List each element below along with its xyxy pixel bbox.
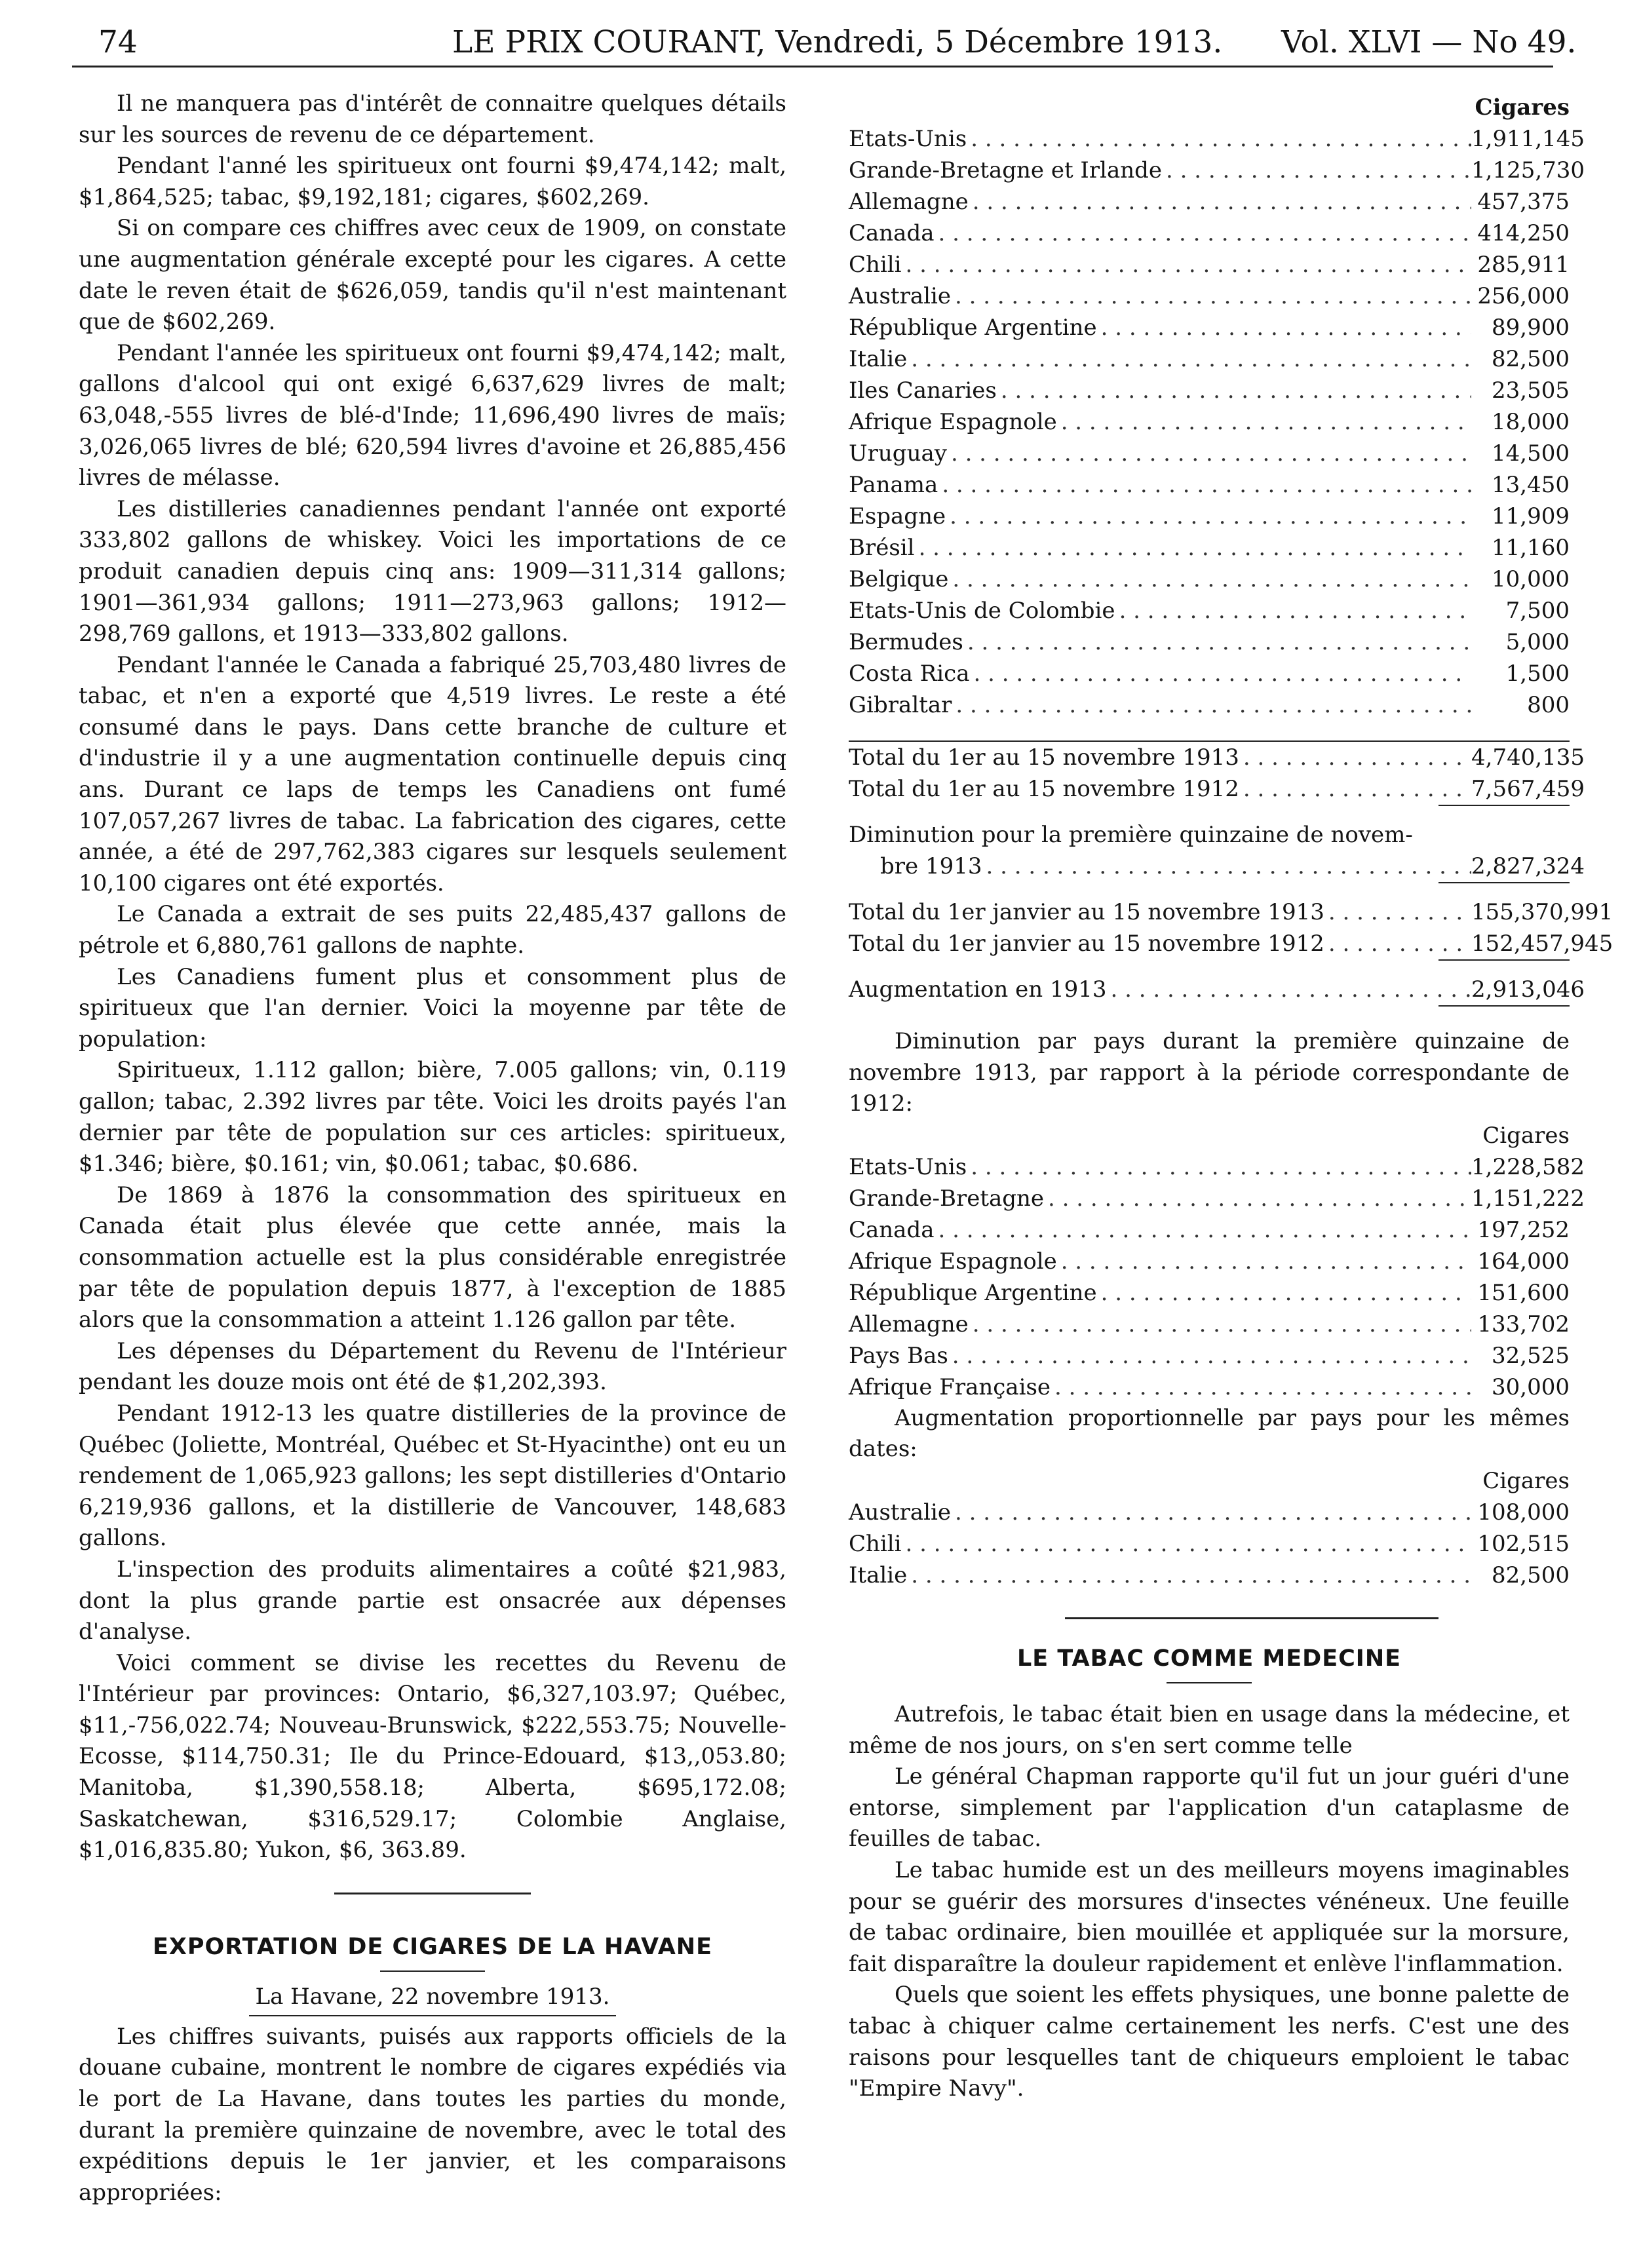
cigar-count: 82,500 (1492, 346, 1570, 372)
row-label: Diminution pour la première quinzaine de novem- (849, 822, 1413, 848)
row-label: bre 1913 (880, 853, 982, 879)
left-column (79, 88, 786, 2208)
decrease-table (849, 1151, 1585, 1403)
paragraph: Pendant l'anné les spiritueux ont fourni $9,474,142; malt, $1,864,525; tabac, $9,192,181; cigares, $602,269. (79, 153, 786, 210)
diminution-row-2 (849, 851, 1585, 882)
country-label: Etats-Unis (849, 126, 967, 152)
exports-column-header: Cigares (1475, 94, 1570, 121)
table-row (849, 532, 1570, 564)
table-row (849, 1151, 1585, 1183)
diminution-row-1 (849, 819, 1570, 851)
title-underline (1167, 1682, 1252, 1683)
table-row (849, 1528, 1570, 1560)
country-label: Iles Canaries (849, 377, 997, 404)
row-value: 4,740,135 (1471, 744, 1585, 771)
cigar-count: 108,000 (1477, 1499, 1570, 1526)
cigar-count: 457,375 (1477, 189, 1570, 215)
cigar-count: 256,000 (1477, 283, 1570, 309)
decrease-intro: Diminution par pays durant la première quinzaine de novembre 1913, par rapport à la période correspondante de 1912: (849, 1028, 1570, 1117)
volume-number: Vol. XLVI — No 49. (1281, 24, 1577, 60)
country-label: Italie (849, 346, 908, 372)
row-value: 152,457,945 (1471, 931, 1613, 957)
country-label: Etats-Unis (849, 1153, 967, 1180)
cigar-count: 11,909 (1492, 503, 1570, 529)
table-row (849, 1309, 1570, 1340)
table-row (849, 1497, 1570, 1528)
country-label: Grande-Bretagne (849, 1185, 1045, 1212)
cigar-count: 164,000 (1477, 1248, 1570, 1275)
cigar-count: 13,450 (1492, 472, 1570, 498)
paragraph: Pendant l'année le Canada a fabriqué 25,703,480 livres de tabac, et n'en a exporté que 4,519 livres. Le reste a été consumé dans le pays. Dans cette branche de culture et d'industrie il y a une augmentation continuelle depuis cinq ans. Durant ce laps de temps les Canadiens ont fumé 107,057,267 livres de tabac. La fabrication des cigares, cette année, a été de 297,762,383 cigares sur lesquels seulement 10,100 cigares ont été exportés. (79, 651, 786, 896)
tabac-section-title: LE TABAC COMME MEDECINE (1016, 1645, 1402, 1672)
cigar-count: 285,911 (1477, 252, 1570, 278)
paragraph: Quels que soient les effets physiques, une bonne palette de tabac à chiquer calme certainement les nerfs. C'est une des raisons pour lesquelles tant de chiqueurs emploient le tabac "Empire Navy". (849, 1982, 1570, 2102)
decrease-column-header: Cigares (1482, 1122, 1570, 1149)
dateline-rule (249, 2015, 616, 2016)
cigar-count: 1,151,222 (1471, 1185, 1585, 1212)
paragraph: Les Canadiens fument plus et consomment plus de spiritueux que l'an dernier. Voici la moyenne par tête de population: (79, 963, 786, 1052)
cigar-count: 800 (1527, 692, 1570, 718)
row-value: 2,913,046 (1471, 976, 1585, 1003)
table-row (849, 626, 1570, 658)
row-label: Total du 1er au 15 novembre 1913 (849, 744, 1239, 771)
table-row (849, 218, 1570, 249)
cigar-count: 151,600 (1477, 1279, 1570, 1306)
country-label: Australie (849, 283, 951, 309)
paragraph: Spiritueux, 1.112 gallon; bière, 7.005 gallons; vin, 0.119 gallon; tabac, 2.392 livres par tête. Voici les droits payés l'an dernier par tête de population sur ces articles: spiritueux, $1.346; bière, $0.161; vin, $0.061; tabac, $0.686. (79, 1057, 786, 1178)
country-label: Allemagne (849, 1311, 969, 1337)
total-1913-row (849, 742, 1585, 773)
table-row (849, 1214, 1570, 1246)
table-row (849, 564, 1570, 595)
cigar-count: 23,505 (1492, 377, 1570, 404)
country-label: Afrique Espagnole (849, 1248, 1057, 1275)
cigar-count: 1,125,730 (1471, 157, 1585, 183)
page-number: 74 (98, 24, 138, 60)
country-label: Allemagne (849, 189, 969, 215)
paragraph: Il ne manquera pas d'intérêt de connaitre quelques détails sur les sources de revenu de ce département. (79, 90, 786, 148)
cigar-count: 197,252 (1477, 1216, 1570, 1243)
cigar-count: 89,900 (1492, 315, 1570, 341)
table-row (849, 280, 1570, 312)
table-row (849, 123, 1585, 155)
country-label: Costa Rica (849, 661, 970, 687)
cigar-count: 1,911,145 (1471, 126, 1585, 152)
table-row (849, 186, 1570, 218)
row-label: Total du 1er janvier au 15 novembre 1913 (849, 899, 1324, 925)
table-row (849, 1277, 1570, 1309)
cigar-count: 14,500 (1492, 440, 1570, 467)
table-row (849, 406, 1570, 438)
country-label: Chili (849, 252, 902, 278)
country-label: Brésil (849, 535, 915, 561)
cigar-count: 7,500 (1505, 598, 1570, 624)
country-label: République Argentine (849, 315, 1097, 341)
row-label: Augmentation en 1913 (849, 976, 1107, 1003)
row-label: Total du 1er au 15 novembre 1912 (849, 776, 1239, 802)
paragraph: Le général Chapman rapporte qu'il fut un jour guéri d'une entorse, simplement par l'application d'un cataplasme de feuilles de tabac. (849, 1763, 1570, 1853)
cigar-count: 1,500 (1505, 661, 1570, 687)
cigar-count: 102,515 (1477, 1530, 1570, 1557)
cigar-count: 1,228,582 (1471, 1153, 1585, 1180)
paragraph: Voici comment se divise les recettes du Revenu de l'Intérieur par provinces: Ontario, $6,327,103.97; Québec, $11,-756,022.74; Nouveau-Brunswick, $222,553.75; Nouvelle-Ecosse, $114,750.31; Ile du Prince-Edouard, $13,,053.80; Manitoba, $1,390,558.18; Alberta, $695,172.08; Saskatchewan, $316,529.17; Colombie Anglaise, $1,016,835.80; Yukon, $6, 363.89. (79, 1649, 786, 1864)
country-label: Belgique (849, 566, 949, 592)
cigar-count: 133,702 (1477, 1311, 1570, 1337)
table-row (849, 375, 1570, 406)
country-label: Afrique Espagnole (849, 409, 1057, 435)
country-label: République Argentine (849, 1279, 1097, 1306)
paragraph: Pendant l'année les spiritueux ont fourni $9,474,142; malt, gallons d'alcool qui ont exigé 6,637,629 livres de malt; 63,048,-555 livres de blé-d'Inde; 11,696,490 livres de maïs; 3,026,065 livres de blé; 620,594 livres d'avoine et 26,885,456 livres de mélasse. (79, 339, 786, 491)
row-label: Total du 1er janvier au 15 novembre 1912 (849, 931, 1324, 957)
increase-table (849, 1497, 1570, 1591)
cigar-count: 18,000 (1492, 409, 1570, 435)
cigar-count: 32,525 (1492, 1342, 1570, 1369)
cigar-count: 10,000 (1492, 566, 1570, 592)
country-label: Afrique Française (849, 1374, 1051, 1400)
country-label: Gibraltar (849, 692, 952, 718)
country-label: Bermudes (849, 629, 963, 655)
table-row (849, 249, 1570, 280)
havane-intro: Les chiffres suivants, puisés aux rapports officiels de la douane cubaine, montrent le nombre de cigares expédiés via le port de La Havane, dans toutes les parties du monde, durant la première quinzaine de novembre, avec le total des expéditions depuis le 1er janvier, et les comparaisons appropriées: (79, 2023, 786, 2206)
country-label: Canada (849, 220, 935, 246)
country-label: Australie (849, 1499, 951, 1526)
increase-intro: Augmentation proportionnelle par pays pour les mêmes dates: (849, 1404, 1570, 1463)
paragraph: De 1869 à 1876 la consommation des spiritueux en Canada était plus élevée que cette année, mais la consommation actuelle est la plus considérable enregistrée par tête de population depuis 1877, à l'exception de 1885 alors que la consommation a atteint 1.126 gallon par tête. (79, 1182, 786, 1334)
header-rule (72, 66, 1553, 67)
table-row (849, 438, 1570, 469)
increase-column-header: Cigares (1482, 1467, 1570, 1494)
table-row (849, 1340, 1570, 1372)
table-row (849, 312, 1570, 343)
row-value: 2,827,324 (1471, 853, 1585, 879)
total-1912-row (849, 773, 1585, 805)
country-label: Italie (849, 1562, 908, 1588)
section-separator (334, 1893, 531, 1894)
jan-1913-row (849, 896, 1613, 928)
row-value: 155,370,991 (1471, 899, 1613, 925)
augmentation-row (849, 974, 1585, 1005)
paragraph: Les distilleries canadiennes pendant l'année ont exporté 333,802 gallons de whiskey. Voici les importations de ce produit canadien depuis cinq ans: 1909—311,314 gallons; 1901—361,934 gallons; 1911—273,963 gallons; 1912—298,769 gallons, et 1913—333,802 gallons. (79, 495, 786, 647)
table-row (849, 469, 1570, 501)
title-underline (380, 1970, 485, 1972)
paragraph: Le tabac humide est un des meilleurs moyens imaginables pour se guérir des morsures d'insectes vénéneux. Une feuille de tabac ordinaire, bien mouillée et appliquée sur la morsure, fait disparaître la douleur rapidement et enlève l'inflammation. (849, 1856, 1570, 1977)
table-row (849, 501, 1570, 532)
table-row (849, 595, 1570, 626)
havane-dateline: La Havane, 22 novembre 1913. (255, 1983, 610, 2010)
country-label: Uruguay (849, 440, 947, 467)
country-label: Etats-Unis de Colombie (849, 598, 1115, 624)
jan-1912-row (849, 928, 1613, 959)
country-label: Canada (849, 1216, 935, 1243)
section-separator (1065, 1617, 1438, 1619)
paragraph: Le Canada a extrait de ses puits 22,485,437 gallons de pétrole et 6,880,761 gallons de naphte. (79, 901, 786, 959)
country-label: Pays Bas (849, 1342, 948, 1369)
right-column (849, 92, 1613, 2105)
row-value: 7,567,459 (1471, 776, 1585, 802)
havane-section-title: EXPORTATION DE CIGARES DE LA HAVANE (153, 1933, 712, 1960)
paragraph: Autrefois, le tabac était bien en usage dans la médecine, et même de nos jours, on s'en sert comme telle (849, 1701, 1570, 1759)
exports-table (849, 123, 1585, 721)
country-label: Chili (849, 1530, 902, 1557)
cigar-count: 11,160 (1492, 535, 1570, 561)
table-row (849, 1372, 1570, 1403)
table-row (849, 155, 1585, 186)
paragraph: Les dépenses du Département du Revenu de l'Intérieur pendant les douze mois ont été de $1,202,393. (79, 1337, 786, 1396)
country-label: Espagne (849, 503, 946, 529)
cigar-count: 5,000 (1505, 629, 1570, 655)
country-label: Panama (849, 472, 938, 498)
paragraph: L'inspection des produits alimentaires a coûté $21,983, dont la plus grande partie est onsacrée aux dépenses d'analyse. (79, 1556, 786, 1645)
table-row (849, 343, 1570, 375)
country-label: Grande-Bretagne et Irlande (849, 157, 1163, 183)
paragraph: Pendant 1912-13 les quatre distilleries de la province de Québec (Joliette, Montréal, Québec et St-Hyacinthe) ont eu un rendement de 1,065,923 gallons; les sept distilleries d'Ontario 6,219,936 gallons, et la distillerie de Vancouver, 148,683 gallons. (79, 1400, 786, 1552)
table-row (849, 1183, 1585, 1214)
cigar-count: 414,250 (1477, 220, 1570, 246)
table-row (849, 658, 1570, 689)
cigar-count: 82,500 (1492, 1562, 1570, 1588)
table-row (849, 689, 1570, 721)
paragraph: Si on compare ces chiffres avec ceux de 1909, on constate une augmentation générale excepté pour les cigares. A cette date le reven était de $626,059, tandis qu'il n'est maintenant que de $602,269. (79, 215, 786, 336)
table-row (849, 1560, 1570, 1591)
table-row (849, 1246, 1570, 1277)
masthead-title: LE PRIX COURANT, Vendredi, 5 Décembre 1913. (452, 24, 1223, 60)
cigar-count: 30,000 (1492, 1374, 1570, 1400)
